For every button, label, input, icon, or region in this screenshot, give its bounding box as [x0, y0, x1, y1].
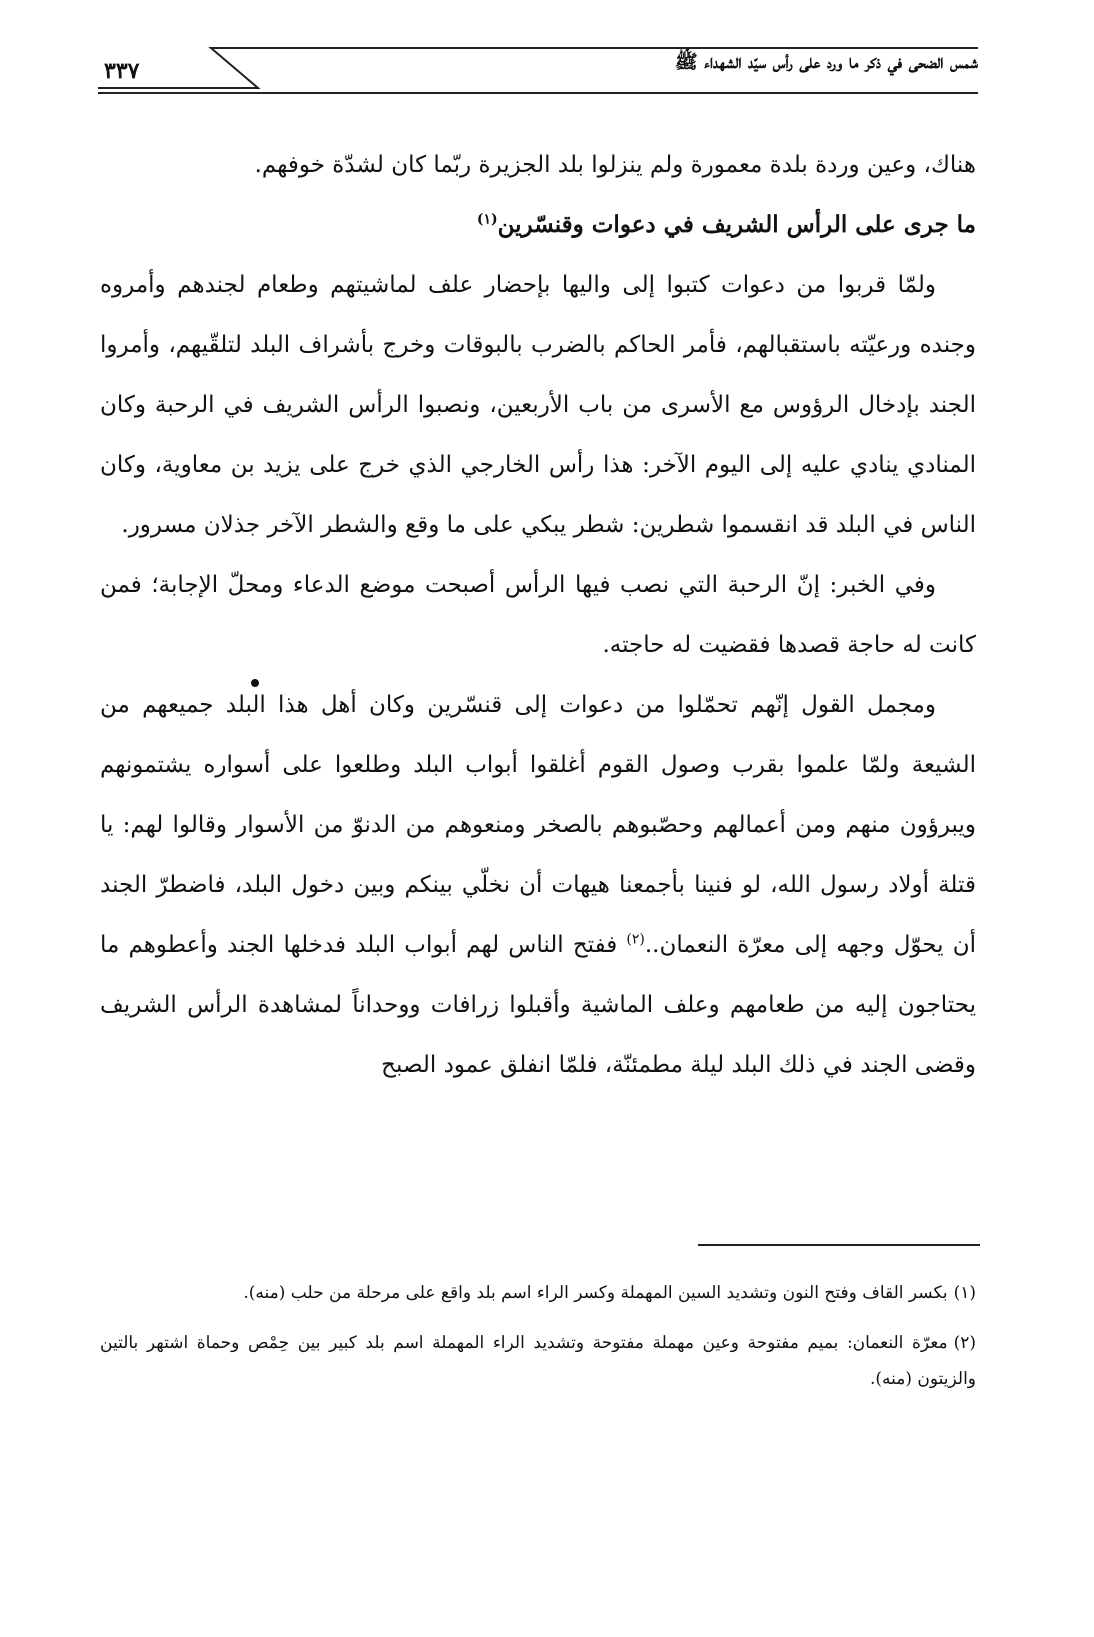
footnotes	[100, 1275, 976, 1411]
running-header	[98, 42, 978, 102]
body-text	[100, 135, 976, 1095]
paragraph-2: ولمّا قربوا من دعوات كتبوا إلى واليها بإحضار علف لماشيتهم وطعام لجندهم وأمروه وجنده ورعيّته باستقبالهم، فأمر الحاكم بالضرب بالبوقات وخرج بأشراف البلد لتلقّيهم، وأمروا الجند بإدخال الرؤوس مع الأسرى من باب الأربعين، ونصبوا الرأس الشريف في الرحبة وكان المنادي ينادي عليه إلى اليوم الآخر: هذا رأس الخارجي الذي خرج على يزيد بن معاوية، وكان الناس في البلد قد انقسموا شطرين: شطر يبكي على ما وقع والشطر الآخر جذلان مسرور.	[100, 272, 976, 538]
ink-dot	[251, 679, 259, 687]
footnote-ref-1: (١)	[476, 211, 498, 228]
footnote-number: (٢)	[953, 1333, 976, 1353]
section-heading	[100, 195, 976, 255]
section-heading-text: ما جرى على الرأس الشريف في دعوات وقنسّرين	[497, 211, 976, 238]
footnote-text: معرّة النعمان: بميم مفتوحة وعين مهملة مفتوحة وتشديد الراء المهملة اسم بلد كبير بين حِمْص وحماة اشتهر بالتين والزيتون (منه).	[100, 1333, 976, 1389]
footnote-rule	[698, 1244, 980, 1246]
footnote-ref-2: (٢)	[626, 931, 645, 948]
footnote-text: بكسر القاف وفتح النون وتشديد السين المهملة وكسر الراء اسم بلد واقع على مرحلة من حلب (منه).	[243, 1283, 948, 1303]
paragraph-3: وفي الخبر: إنّ الرحبة التي نصب فيها الرأس أصبحت موضع الدعاء ومحلّ الإجابة؛ فمن كانت له حاجة قصدها فقضيت له حاجته.	[100, 572, 976, 658]
paragraph-4	[100, 675, 976, 1095]
footnote-number: (١)	[953, 1283, 976, 1303]
paragraph-4-part-b: ففتح الناس لهم أبواب البلد فدخلها الجند وأعطوهم ما يحتاجون إليه من طعامهم وعلف الماشية وأقبلوا زرافات ووحداناً لمشاهدة الرأس الشريف وقضى الجند في ذلك البلد ليلة مطمئنّة، فلمّا انفلق عمود الصبح	[100, 932, 976, 1078]
page-number: ٣٣٧	[104, 58, 140, 84]
paragraph-1: هناك، وعين وردة بلدة معمورة ولم ينزلوا بلد الجزيرة ربّما كان لشدّة خوفهم.	[254, 152, 976, 178]
footnote-1	[100, 1275, 976, 1311]
running-header-title: شمس الضحى في ذكر ما ورد على رأس سيّد الشهداء ﷺ	[674, 51, 978, 73]
footnote-2	[100, 1325, 976, 1397]
paragraph-4-part-a: ومجمل القول إنّهم تحمّلوا من دعوات إلى قنسّرين وكان أهل هذا البلد جميعهم من الشيعة ولمّا علموا بقرب وصول القوم أغلقوا أبواب البلد وطلعوا على أسواره يشتمونهم ويبرؤون منهم ومن أعمالهم وحصّبوهم بالصخر ومنعوهم من الدنوّ من الأسوار وقالوا لهم: يا قتلة أولاد رسول الله، لو فنينا بأجمعنا هيهات أن نخلّي بينكم وبين دخول البلد، فاضطرّ الجند أن يحوّل وجهه إلى معرّة النعمان..	[100, 692, 976, 958]
